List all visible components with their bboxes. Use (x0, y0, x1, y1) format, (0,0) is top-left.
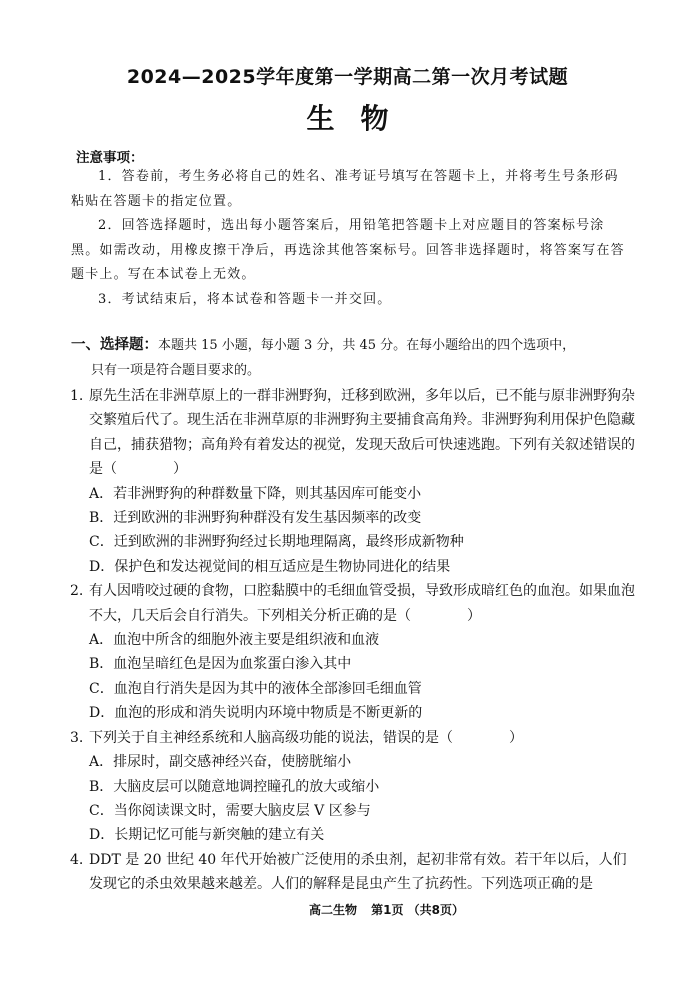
page-footer (0, 901, 695, 918)
notice-list (71, 165, 631, 312)
question-stem: 有人因啃咬过硬的食物，口腔黏膜中的毛细血管受损，导致形成暗红色的血泡。如果血泡不大，几天后会自行消失。下列相关分析正确的是（ ） (89, 583, 635, 624)
footer-course: 高二生物 (308, 903, 357, 917)
question-number: 2. (70, 583, 84, 600)
question-number: 4. (70, 851, 84, 868)
option-d: D．保护色和发达视觉间的相互适应是生物协同进化的结果 (89, 558, 451, 575)
question-2 (70, 579, 638, 725)
question-list (70, 384, 638, 897)
question-stem: DDT 是 20 世纪 40 年代开始被广泛使用的杀虫剂，起初非常有效。若干年以后，人们发现它的杀虫效果越来越差。人们的解释是昆虫产生了抗药性。下列选项正确的是 (89, 851, 627, 893)
option-a: A．若非洲野狗的种群数量下降，则其基因库可能变小 (89, 485, 422, 502)
section-desc-continued: 只有一项是符合题目要求的。 (91, 362, 261, 378)
question-3 (70, 726, 638, 848)
section-desc: 本题共 15 小题，每小题 3 分，共 45 分。在每小题给出的四个选项中， (158, 338, 576, 353)
option-a: A．排尿时，副交感神经兴奋，使膀胱缩小 (89, 754, 352, 771)
subject-title: 生物 (306, 102, 415, 135)
question-stem: 下列关于自主神经系统和人脑高级功能的说法，错误的是（ ） (89, 729, 523, 746)
option-c: C．迁到欧洲的非洲野狗经过长期地理隔离，最终形成新物种 (89, 534, 464, 551)
option-b: B．迁到欧洲的非洲野狗种群没有发生基因频率的改变 (89, 510, 422, 527)
exam-title: 2024—2025学年度第一学期高二第一次月考试题 (126, 66, 569, 88)
question-1 (70, 384, 638, 579)
notice-title: 注意事项： (76, 150, 144, 166)
option-b: B．大脑皮层可以随意地调控瞳孔的放大或缩小 (89, 778, 380, 795)
option-b: B．血泡呈暗红色是因为血浆蛋白渗入其中 (89, 656, 352, 673)
option-d: D．血泡的形成和消失说明内环境中物质是不断更新的 (89, 705, 423, 722)
question-number: 3. (70, 729, 84, 746)
notice-item: 3．考试结束后，将本试卷和答题卡一并交回。 (98, 291, 392, 307)
notice-item: 1．答卷前，考生务必将自己的姓名、准考证号填写在答题卡上，并将考生号条形码粘贴在答题卡的指定位置。 (71, 169, 619, 209)
option-c: C．当你阅读课文时，需要大脑皮层 V 区参与 (89, 802, 371, 819)
question-4 (70, 848, 638, 897)
option-c: C．血泡自行消失是因为其中的液体全部渗回毛细血管 (89, 680, 422, 697)
notice-item: 2．回答选择题时，选出每小题答案后，用铅笔把答题卡上对应题目的答案标号涂黑。如需改动，用橡皮擦干净后，再选涂其他答案标号。回答非选择题时，将答案写在答题卡上。写在本试卷上无效。 (71, 218, 625, 282)
option-d: D．长期记忆可能与新突触的建立有关 (89, 827, 325, 844)
question-stem: 原先生活在非洲草原上的一群非洲野狗，迁移到欧洲，多年以后，已不能与原非洲野狗杂交繁殖后代了。现生活在非洲草原的非洲野狗主要捕食高角羚。非洲野狗利用保护色隐藏自己，捕获猎物；高角羚有着发达的视觉，发现天敌后可快速逃跑。下列有关叙述错误的是（ ） (89, 388, 635, 478)
question-number: 1. (70, 388, 84, 404)
section-header (71, 333, 637, 383)
option-a: A．血泡中所含的细胞外液主要是组织液和血液 (89, 632, 380, 649)
section-heading: 一、选择题： (71, 337, 158, 353)
footer-page: 第1页 （共8页） (371, 903, 465, 917)
